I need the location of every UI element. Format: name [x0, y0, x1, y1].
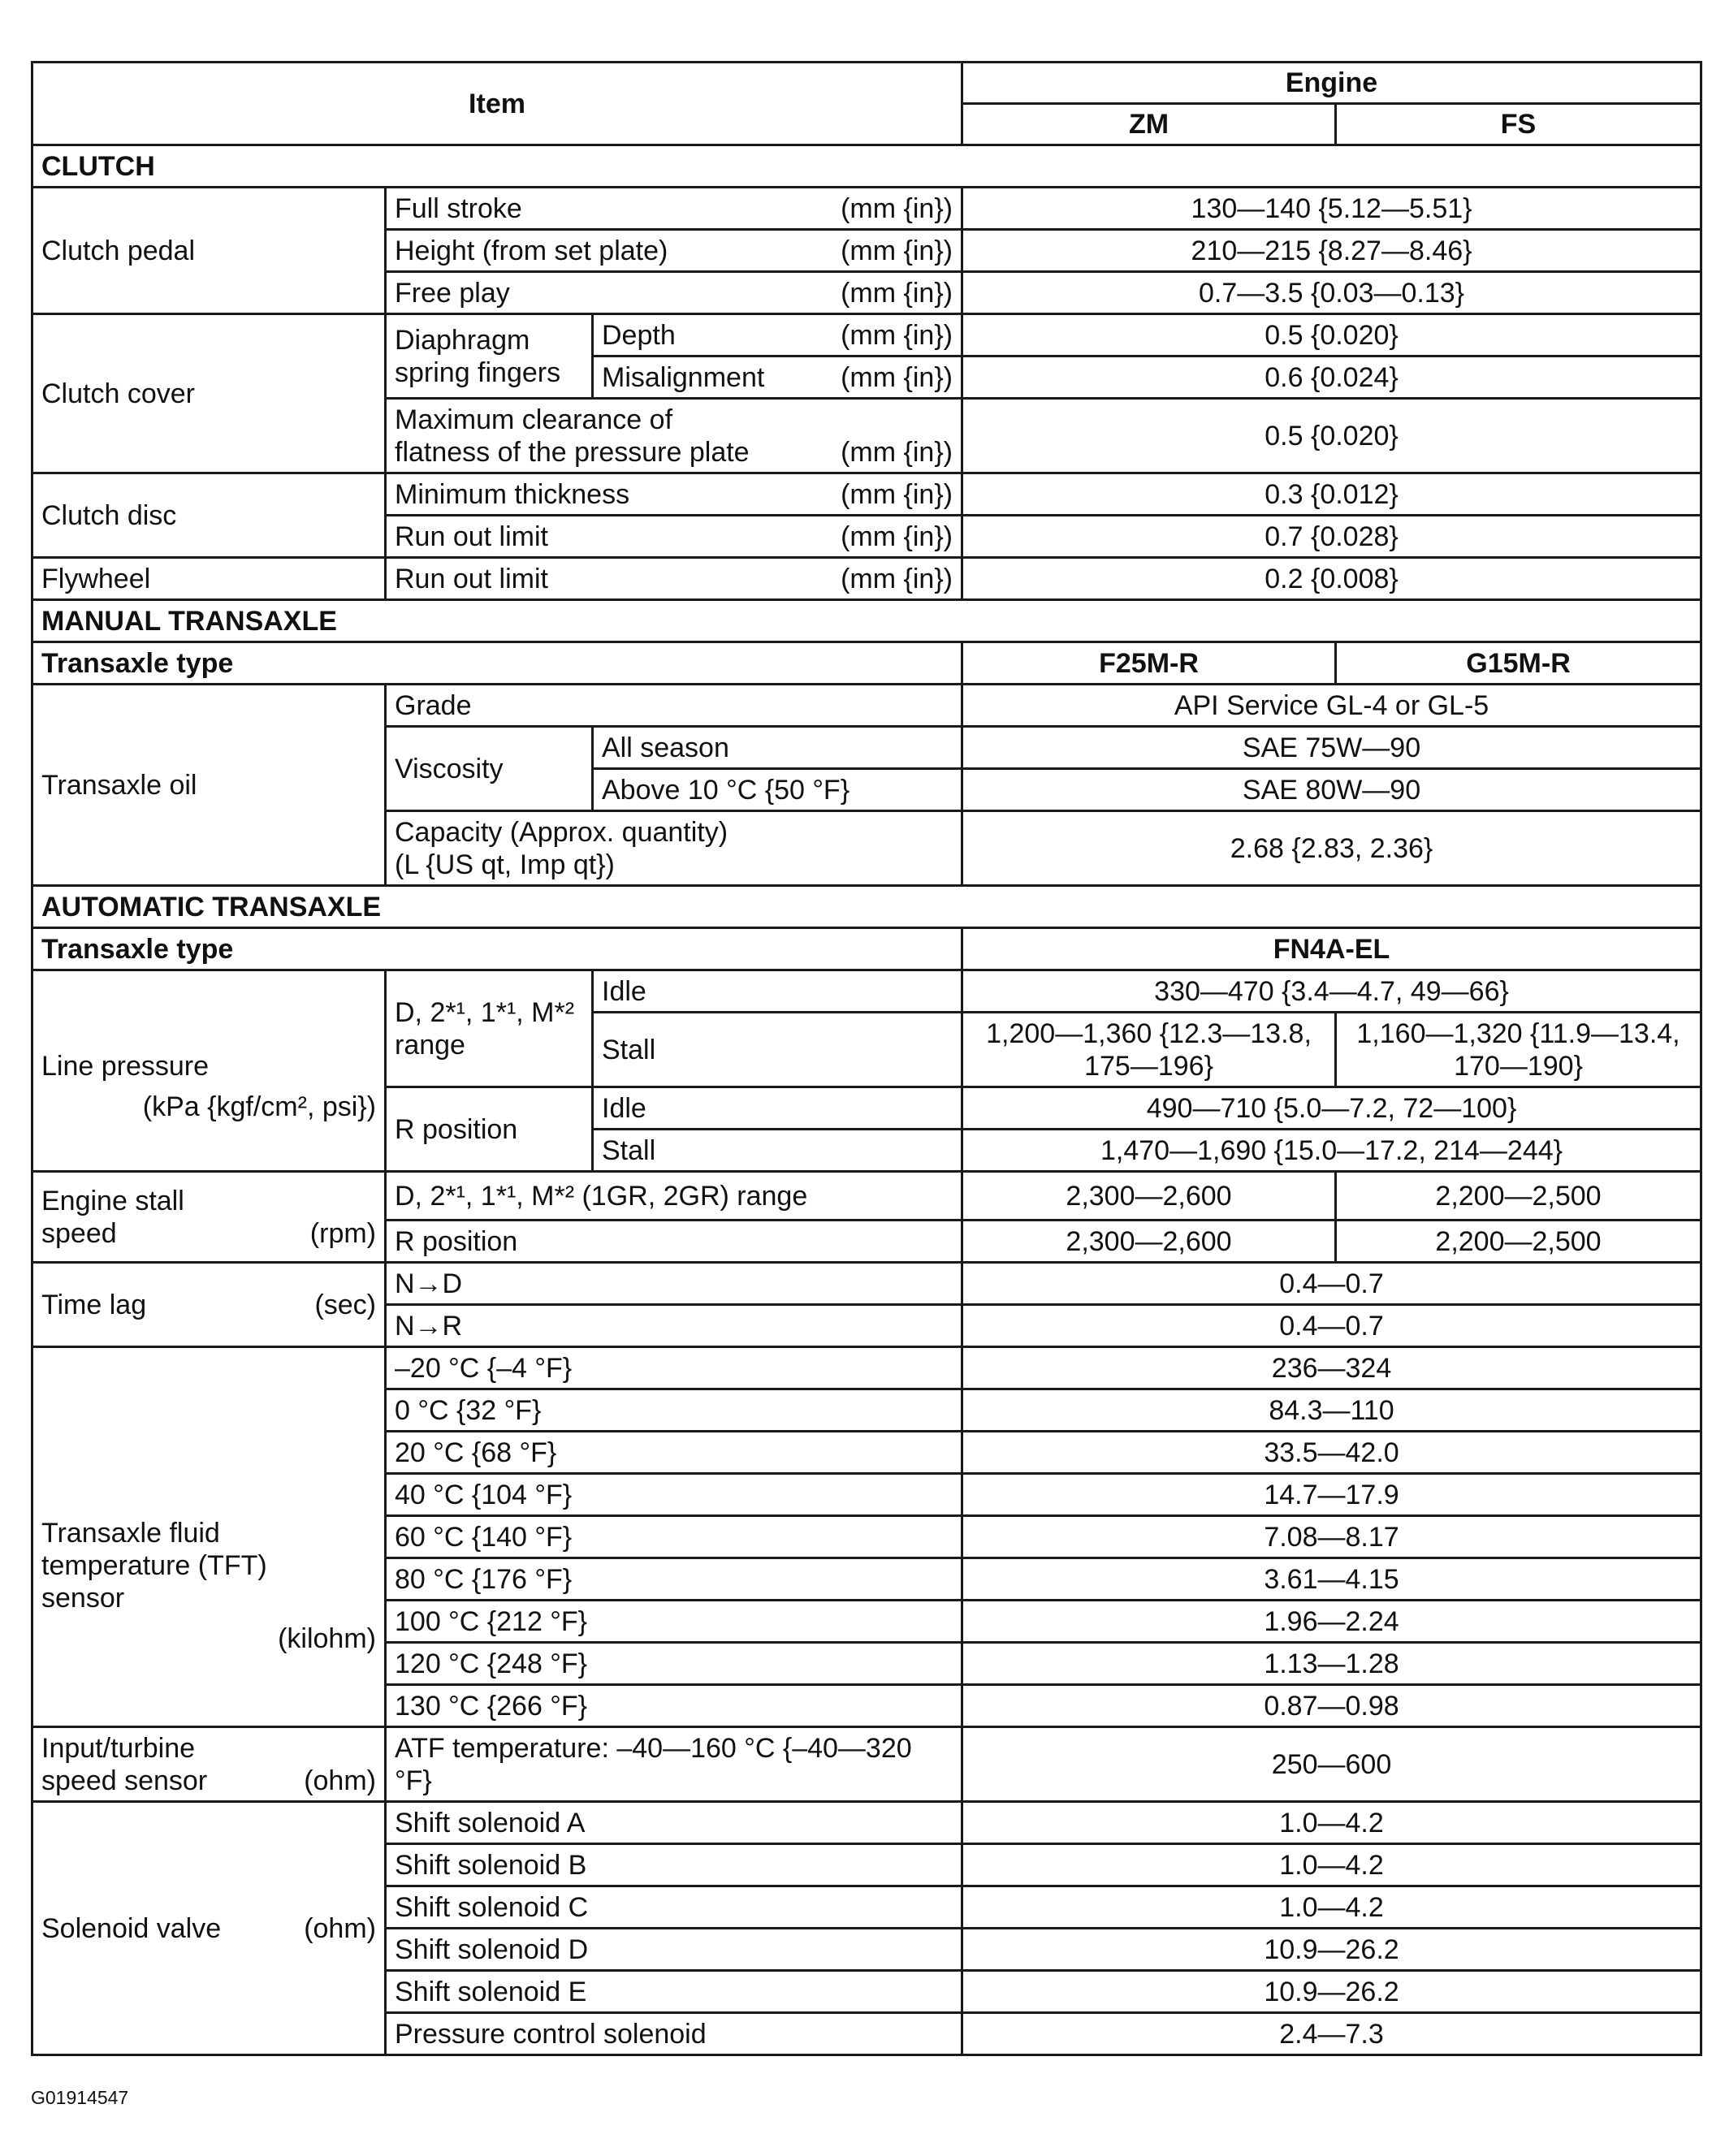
spec-item: Stall [593, 1130, 962, 1172]
stall-speed-label-cell [32, 1172, 386, 1263]
header-row [32, 63, 1701, 104]
transaxle-oil-label: Transaxle oil [32, 685, 386, 886]
spec-value: 3.61—4.15 [962, 1558, 1701, 1601]
table-row [32, 1802, 1701, 1844]
solenoid-label: Solenoid valve [41, 1912, 222, 1944]
spec-item: Capacity (Approx. quantity) [395, 816, 728, 848]
table-row [32, 928, 1701, 970]
unit-label: (L {US qt, Imp qt}) [395, 849, 615, 880]
spec-item: 60 °C {140 °F} [386, 1516, 962, 1558]
spec-value: 210—215 {8.27—8.46} [962, 230, 1701, 272]
time-lag-label: Time lag [41, 1289, 147, 1320]
header-engine: Engine [962, 63, 1701, 104]
unit-label: (sec) [314, 1289, 376, 1320]
spec-item: Shift solenoid C [386, 1886, 962, 1929]
spec-item: Shift solenoid B [386, 1844, 962, 1886]
spec-value: 0.2 {0.008} [962, 558, 1701, 600]
stall-speed-label: speed [41, 1217, 117, 1249]
section-clutch: CLUTCH [32, 145, 1701, 188]
spec-item: Full stroke [395, 192, 522, 224]
spec-value: 84.3—110 [962, 1389, 1701, 1432]
unit-label: (mm {in}) [841, 521, 953, 552]
spec-item: Stall [593, 1013, 962, 1087]
spec-value: SAE 80W—90 [962, 769, 1701, 811]
section-manual: MANUAL TRANSAXLE [32, 600, 1701, 642]
spec-item-cell [386, 188, 962, 230]
spec-value: API Service GL-4 or GL-5 [962, 685, 1701, 727]
spec-item-cell [386, 272, 962, 314]
section-row [32, 886, 1701, 928]
spec-value: 1.0—4.2 [962, 1802, 1701, 1844]
spec-value: 1.0—4.2 [962, 1844, 1701, 1886]
spec-item: Misalignment [602, 361, 765, 393]
spec-item: 20 °C {68 °F} [386, 1432, 962, 1474]
spec-value: 2,200—2,500 [1336, 1172, 1701, 1221]
unit-label: (mm {in}) [841, 235, 953, 266]
spec-item-cell [386, 230, 962, 272]
spec-value: 2.4—7.3 [962, 2013, 1701, 2055]
flywheel-label: Flywheel [32, 558, 386, 600]
spec-value: 1.13—1.28 [962, 1643, 1701, 1685]
tft-label: sensor [41, 1582, 125, 1614]
spec-item: Idle [593, 970, 962, 1013]
spec-item-cell [386, 558, 962, 600]
header-item: Item [32, 63, 962, 145]
figure-code: G01914547 [31, 2087, 129, 2108]
auto-type-label: Transaxle type [32, 928, 962, 970]
table-row [32, 1172, 1701, 1221]
unit-label: (mm {in}) [841, 361, 953, 393]
unit-label: (mm {in}) [841, 436, 953, 468]
spec-value: 0.5 {0.020} [962, 399, 1701, 473]
spec-item: 40 °C {104 °F} [386, 1474, 962, 1516]
unit-label: (ohm) [304, 1765, 376, 1796]
spec-value: 0.7 {0.028} [962, 516, 1701, 558]
spec-item-cell [593, 314, 962, 356]
section-row [32, 600, 1701, 642]
table-row [32, 1347, 1701, 1389]
tft-label: Transaxle fluid [41, 1517, 220, 1549]
spec-item: Free play [395, 277, 510, 309]
spec-item: Grade [386, 685, 962, 727]
spec-value: 0.7—3.5 {0.03—0.13} [962, 272, 1701, 314]
input-sensor-label: speed sensor [41, 1765, 208, 1796]
spec-item: N→D [386, 1263, 962, 1305]
spec-value: SAE 75W—90 [962, 727, 1701, 769]
spec-value: 1,160—1,320 {11.9—13.4, 170—190} [1336, 1013, 1701, 1087]
tft-label-cell [32, 1347, 386, 1727]
line-pressure-label-cell [32, 970, 386, 1172]
spec-value: 236—324 [962, 1347, 1701, 1389]
spec-item-cell [593, 356, 962, 399]
unit-label: (kilohm) [278, 1622, 376, 1654]
line-pressure-label: Line pressure [41, 1050, 210, 1082]
spec-item-cell [386, 811, 962, 886]
spec-item: Height (from set plate) [395, 235, 668, 266]
spec-value: 0.4—0.7 [962, 1263, 1701, 1305]
spec-value: 14.7—17.9 [962, 1474, 1701, 1516]
manual-type-zm: F25M-R [962, 642, 1336, 685]
spec-value: 330—470 {3.4—4.7, 49—66} [962, 970, 1701, 1013]
spec-item: Shift solenoid D [386, 1929, 962, 1971]
spec-item: Shift solenoid E [386, 1971, 962, 2013]
r-position-label: R position [386, 1087, 593, 1172]
spec-value: 2,300—2,600 [962, 1221, 1336, 1263]
spec-item: –20 °C {–4 °F} [386, 1347, 962, 1389]
header-zm: ZM [962, 104, 1336, 145]
spec-value: 490—710 {5.0—7.2, 72—100} [962, 1087, 1701, 1130]
table-row [32, 473, 1701, 516]
unit-label: (rpm) [309, 1217, 376, 1249]
spec-value: 1,200—1,360 {12.3—13.8, 175—196} [962, 1013, 1336, 1087]
unit-label: (mm {in}) [841, 319, 953, 351]
spec-value: 0.3 {0.012} [962, 473, 1701, 516]
spec-value: 7.08—8.17 [962, 1516, 1701, 1558]
spec-item: Idle [593, 1087, 962, 1130]
table-row [32, 970, 1701, 1013]
spec-item: 100 °C {212 °F} [386, 1601, 962, 1643]
time-lag-label-cell [32, 1263, 386, 1347]
spec-value: 1,470—1,690 {15.0—17.2, 214—244} [962, 1130, 1701, 1172]
clutch-disc-label: Clutch disc [32, 473, 386, 558]
spec-item-cell [386, 516, 962, 558]
spec-item: Above 10 °C {50 °F} [593, 769, 962, 811]
spec-value: 0.6 {0.024} [962, 356, 1701, 399]
spec-value: 0.87—0.98 [962, 1685, 1701, 1727]
spec-item: 120 °C {248 °F} [386, 1643, 962, 1685]
spec-item: Shift solenoid A [386, 1802, 962, 1844]
spec-item: Pressure control solenoid [386, 2013, 962, 2055]
spec-item: Maximum clearance of [395, 404, 673, 435]
section-row [32, 145, 1701, 188]
spec-item: D, 2*¹, 1*¹, M*² (1GR, 2GR) range [386, 1172, 962, 1221]
spec-item: flatness of the pressure plate [395, 436, 750, 468]
spec-item: 0 °C {32 °F} [386, 1389, 962, 1432]
viscosity-label: Viscosity [386, 727, 593, 811]
spec-item-cell [386, 399, 962, 473]
table-row [32, 642, 1701, 685]
spec-item: All season [593, 727, 962, 769]
spec-value: 1.0—4.2 [962, 1886, 1701, 1929]
unit-label: (ohm) [304, 1912, 376, 1944]
spec-item: ATF temperature: –40—160 °C {–40—320 °F} [386, 1727, 962, 1802]
table-row [32, 685, 1701, 727]
table-row [32, 314, 1701, 356]
spec-item: N→R [386, 1305, 962, 1347]
unit-label: (mm {in}) [841, 277, 953, 309]
unit-label: (mm {in}) [841, 478, 953, 510]
spec-item: Run out limit [395, 563, 548, 594]
stall-speed-label: Engine stall [41, 1185, 184, 1216]
spec-item: Depth [602, 319, 676, 351]
spec-value: 2.68 {2.83, 2.36} [962, 811, 1701, 886]
spec-value: 10.9—26.2 [962, 1971, 1701, 2013]
manual-type-label: Transaxle type [32, 642, 962, 685]
input-sensor-label: Input/turbine [41, 1732, 196, 1764]
spec-value: 33.5—42.0 [962, 1432, 1701, 1474]
diaphragm-label: Diaphragm spring fingers [386, 314, 593, 399]
header-fs: FS [1336, 104, 1701, 145]
auto-type-value: FN4A-EL [962, 928, 1701, 970]
table-row [32, 188, 1701, 230]
manual-type-fs: G15M-R [1336, 642, 1701, 685]
tft-label: temperature (TFT) [41, 1549, 267, 1581]
clutch-cover-label: Clutch cover [32, 314, 386, 473]
unit-label: (mm {in}) [841, 563, 953, 594]
spec-value: 130—140 {5.12—5.51} [962, 188, 1701, 230]
spec-value: 2,300—2,600 [962, 1172, 1336, 1221]
d-range-label: D, 2*¹, 1*¹, M*² range [386, 970, 593, 1087]
section-automatic: AUTOMATIC TRANSAXLE [32, 886, 1701, 928]
table-row [32, 558, 1701, 600]
spec-value: 2,200—2,500 [1336, 1221, 1701, 1263]
spec-item: R position [386, 1221, 962, 1263]
clutch-pedal-label: Clutch pedal [32, 188, 386, 314]
solenoid-label-cell [32, 1802, 386, 2055]
spec-item: Minimum thickness [395, 478, 630, 510]
unit-label: (kPa {kgf/cm², psi}) [142, 1091, 376, 1122]
table-row [32, 1727, 1701, 1802]
specification-table [31, 61, 1702, 2056]
spec-item-cell [386, 473, 962, 516]
spec-value: 0.5 {0.020} [962, 314, 1701, 356]
spec-value: 0.4—0.7 [962, 1305, 1701, 1347]
spec-value: 10.9—26.2 [962, 1929, 1701, 1971]
unit-label: (mm {in}) [841, 192, 953, 224]
spec-item: 130 °C {266 °F} [386, 1685, 962, 1727]
spec-value: 1.96—2.24 [962, 1601, 1701, 1643]
spec-item: Run out limit [395, 521, 548, 552]
spec-item: 80 °C {176 °F} [386, 1558, 962, 1601]
spec-value: 250—600 [962, 1727, 1701, 1802]
table-row [32, 1263, 1701, 1305]
input-sensor-label-cell [32, 1727, 386, 1802]
